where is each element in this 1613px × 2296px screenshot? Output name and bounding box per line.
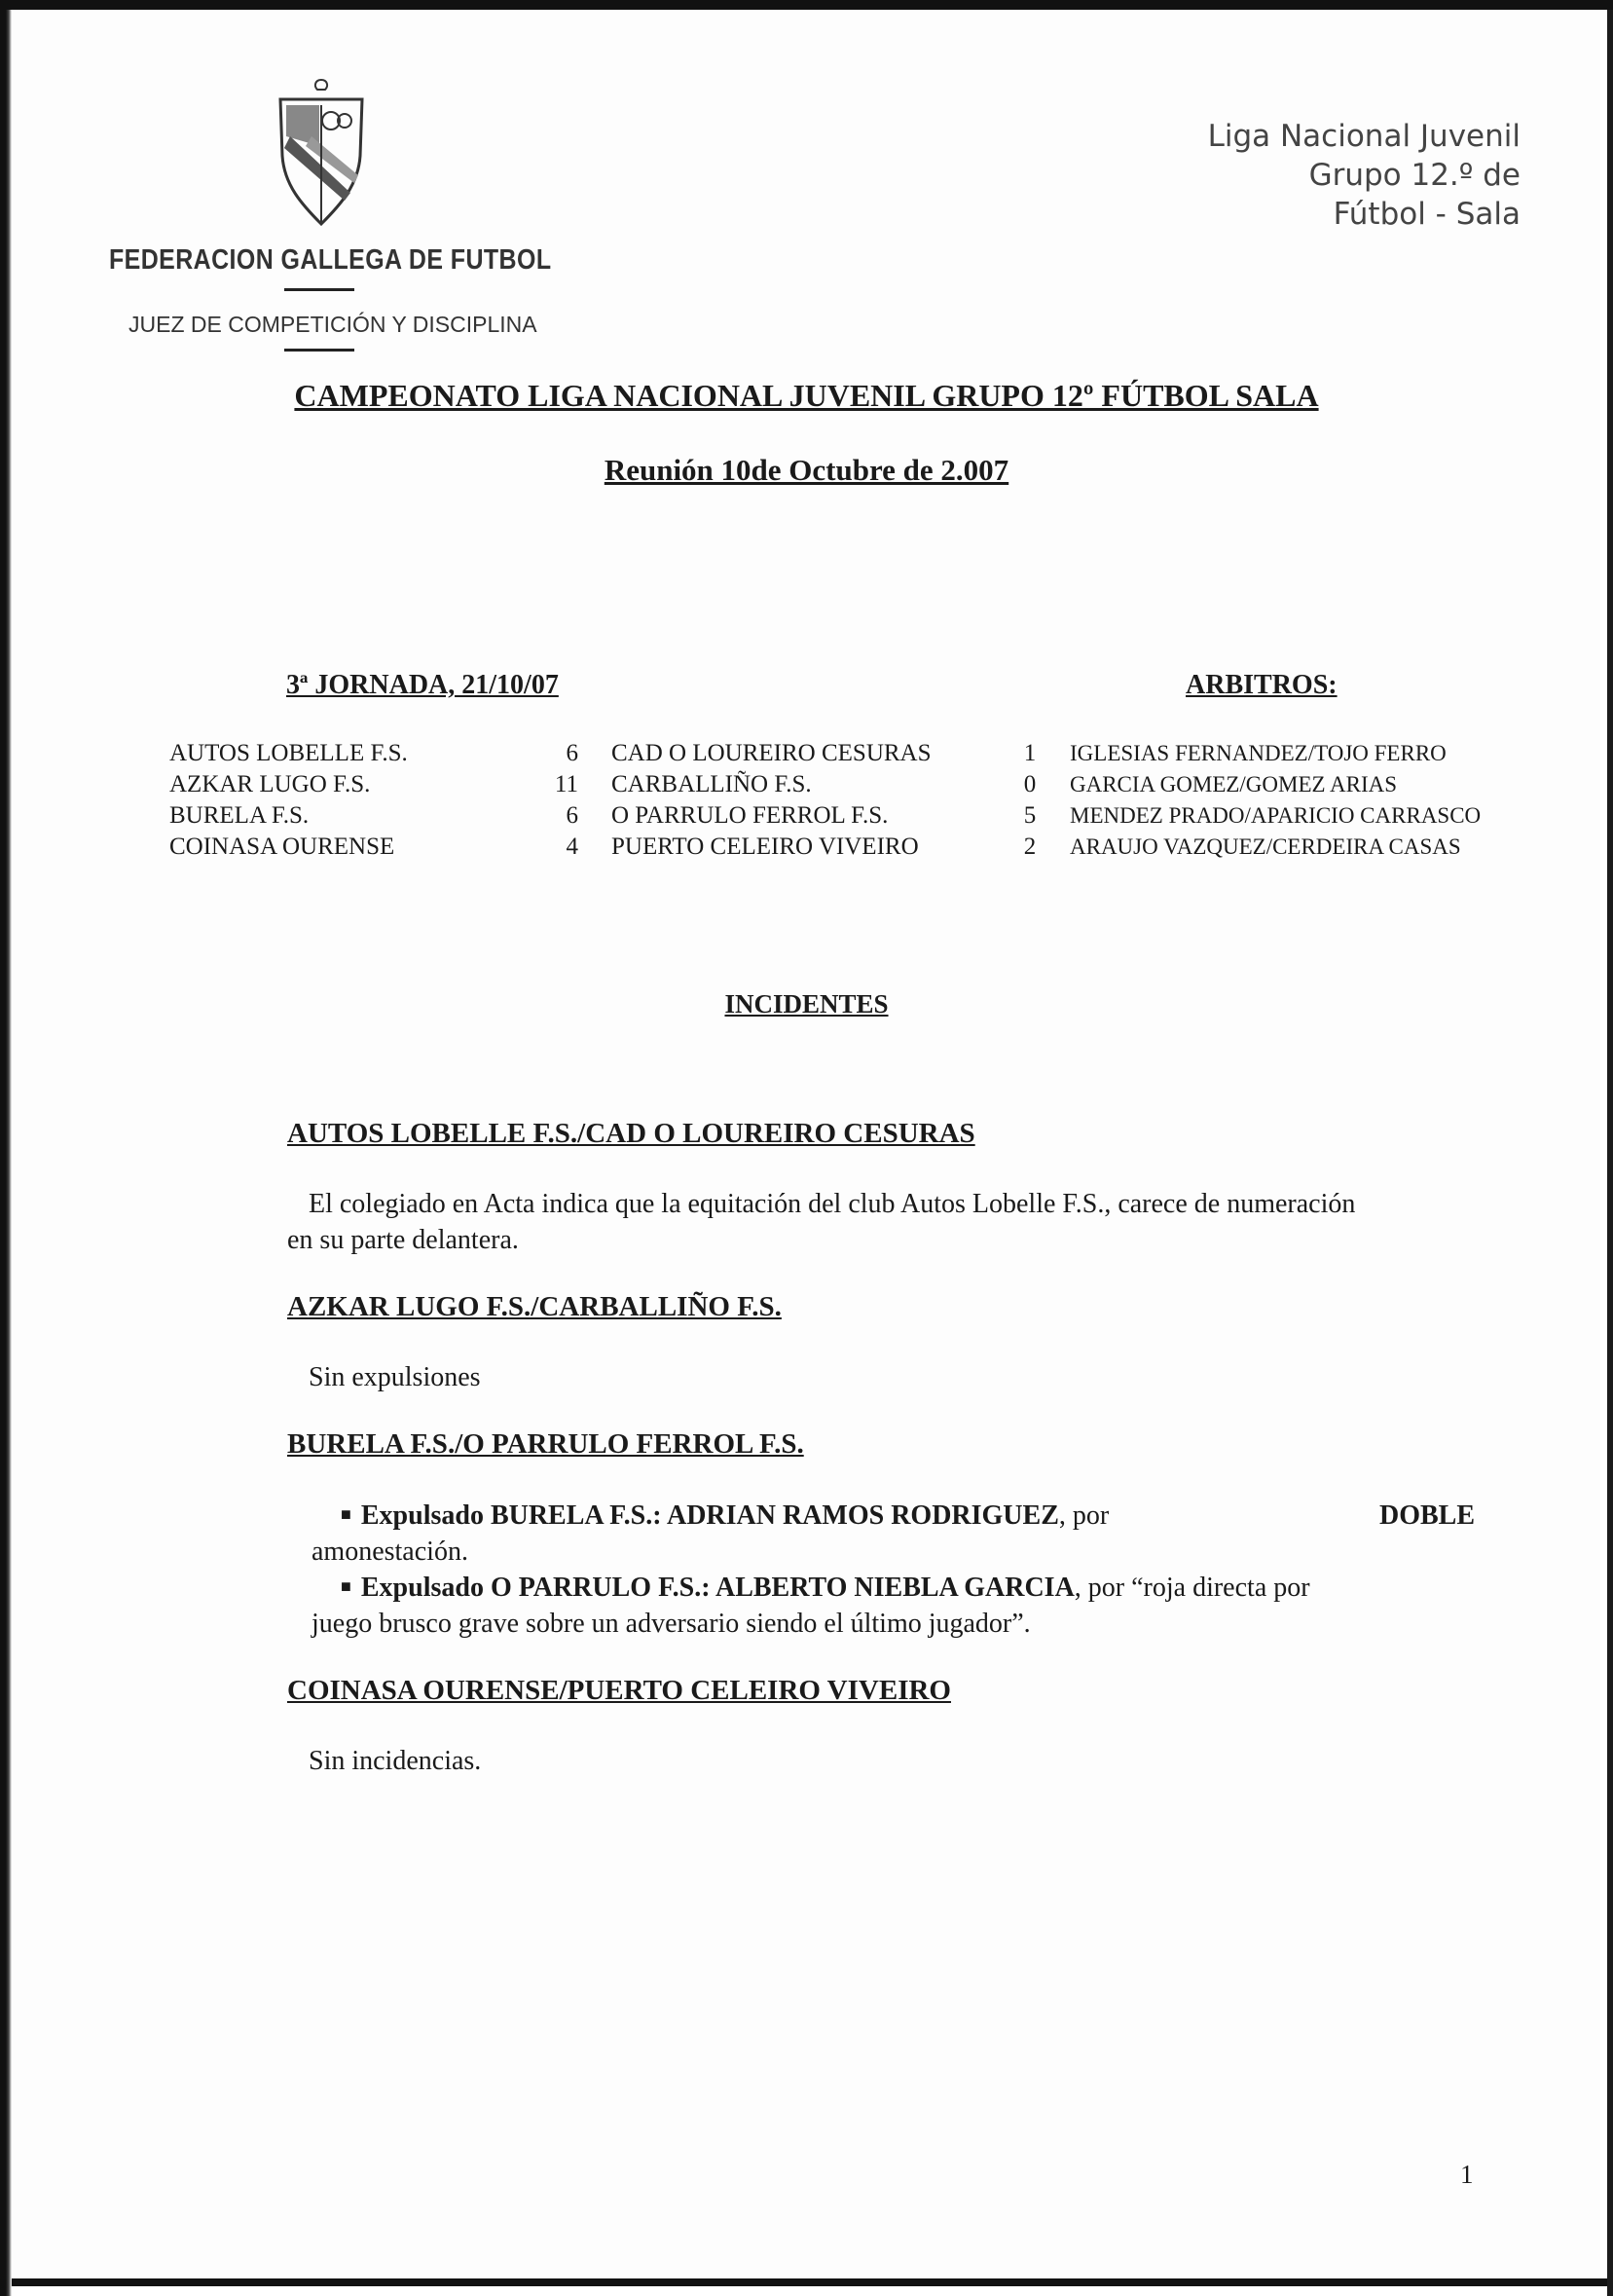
result-row bbox=[169, 800, 1571, 832]
department-name: JUEZ DE COMPETICIÓN Y DISCIPLINA bbox=[128, 312, 537, 337]
document-title: CAMPEONATO LIGA NACIONAL JUVENIL GRUPO 12º FÚTBOL SALA bbox=[294, 378, 1319, 413]
incident-text: El colegiado en Acta indica que la equitación del club Autos Lobelle F.S., carece de numeración bbox=[309, 1189, 1356, 1219]
results-table bbox=[169, 738, 1571, 863]
meeting-date: Reunión 10de Octubre de 2.007 bbox=[604, 453, 1009, 487]
page-number: 1 bbox=[1460, 2160, 1474, 2189]
expulsion-mid: , por “roja directa por bbox=[1074, 1573, 1310, 1603]
expulsion-end: DOBLE bbox=[1378, 1500, 1475, 1531]
scan-edge-right bbox=[1607, 10, 1613, 2296]
scan-edge-left bbox=[0, 10, 12, 2296]
result-row bbox=[169, 769, 1571, 800]
incident-text: en su parte delantera. bbox=[287, 1225, 519, 1255]
away-team: CAD O LOUREIRO CESURAS bbox=[611, 740, 932, 766]
round-header: 3ª JORNADA, 21/10/07 bbox=[286, 670, 559, 700]
expulsion-item bbox=[312, 1498, 1475, 1537]
home-score: 6 bbox=[566, 802, 578, 829]
home-team: BURELA F.S. bbox=[169, 802, 310, 829]
incident-title: AZKAR LUGO F.S./CARBALLIÑO F.S. bbox=[287, 1291, 782, 1322]
league-label bbox=[1208, 117, 1521, 234]
incident-title: COINASA OURENSE/PUERTO CELEIRO VIVEIRO bbox=[287, 1675, 951, 1706]
expulsion-item-cont: amonestación. bbox=[312, 1537, 468, 1567]
league-line: Fútbol - Sala bbox=[1333, 197, 1521, 232]
divider bbox=[284, 349, 354, 352]
league-line: Liga Nacional Juvenil bbox=[1207, 119, 1521, 154]
away-team: PUERTO CELEIRO VIVEIRO bbox=[611, 833, 919, 860]
away-team: O PARRULO FERROL F.S. bbox=[611, 802, 889, 829]
incident-text: Sin incidencias. bbox=[309, 1746, 482, 1776]
home-team: COINASA OURENSE bbox=[169, 833, 395, 860]
expulsion-lead: Expulsado O PARRULO F.S.: ALBERTO NIEBLA GARCIA bbox=[360, 1573, 1075, 1603]
away-score: 5 bbox=[1023, 802, 1037, 829]
away-score: 1 bbox=[1023, 740, 1037, 766]
home-team: AUTOS LOBELLE F.S. bbox=[169, 740, 408, 766]
divider bbox=[284, 288, 354, 291]
referees: IGLESIAS FERNANDEZ/TOJO FERRO bbox=[1070, 741, 1447, 765]
league-line: Grupo 12.º de bbox=[1308, 158, 1521, 193]
incident-text: Sin expulsiones bbox=[309, 1362, 481, 1392]
incident-title: AUTOS LOBELLE F.S./CAD O LOUREIRO CESURAS bbox=[287, 1118, 975, 1149]
expulsion-mid: , por bbox=[1058, 1500, 1110, 1531]
bullet-icon: ■ bbox=[341, 1504, 351, 1524]
bullet-icon: ■ bbox=[341, 1576, 351, 1596]
referees-header: ARBITROS: bbox=[1186, 670, 1338, 700]
referees: GARCIA GOMEZ/GOMEZ ARIAS bbox=[1070, 772, 1398, 796]
home-score: 11 bbox=[554, 771, 578, 797]
federation-crest-logo bbox=[276, 78, 366, 230]
result-row bbox=[169, 738, 1571, 769]
home-team: AZKAR LUGO F.S. bbox=[169, 771, 371, 797]
away-team: CARBALLIÑO F.S. bbox=[611, 771, 812, 797]
expulsion-item bbox=[312, 1570, 1475, 1609]
away-score: 2 bbox=[1023, 833, 1037, 860]
home-score: 4 bbox=[566, 833, 578, 860]
home-score: 6 bbox=[566, 740, 578, 766]
expulsion-item-cont: juego brusco grave sobre un adversario siendo el último jugador”. bbox=[312, 1609, 1031, 1639]
incidents-header: INCIDENTES bbox=[724, 989, 889, 1018]
federation-name: FEDERACION GALLEGA DE FUTBOL bbox=[109, 244, 552, 276]
result-row bbox=[169, 832, 1571, 863]
away-score: 0 bbox=[1023, 771, 1037, 797]
incident-title: BURELA F.S./O PARRULO FERROL F.S. bbox=[287, 1428, 804, 1460]
referees: ARAUJO VAZQUEZ/CERDEIRA CASAS bbox=[1070, 834, 1461, 859]
expulsion-lead: Expulsado BURELA F.S.: ADRIAN RAMOS RODRIGUEZ bbox=[360, 1500, 1059, 1531]
referees: MENDEZ PRADO/APARICIO CARRASCO bbox=[1070, 803, 1482, 828]
